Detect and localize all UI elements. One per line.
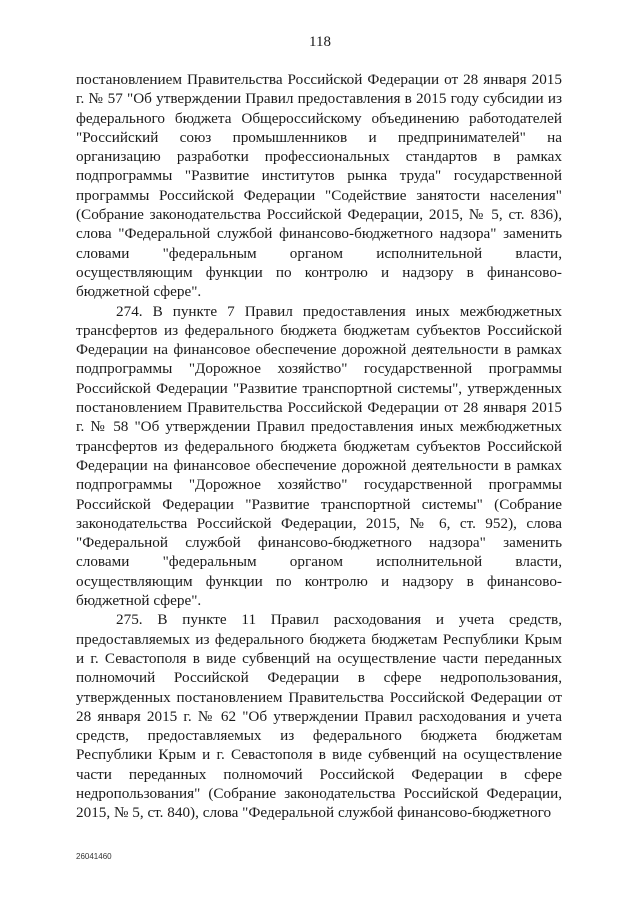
paragraph-continuation: постановлением Правительства Российской Федерации от 28 января 2015 г. № 57 "Об утверждении Правил предоставления в 2015 году субсидии из федерального бюджета Общероссийскому объединению работодателей "Российский союз промышленников и предпринимателей" на организацию разработки профессиональных стандартов в рамках подпрограммы "Развитие институтов рынка труда" государственной программы Российской Федерации "Содействие занятости населения" (Собрание законодательства Российской Федерации, 2015, № 5, ст. 836), слова "Федеральной службой финансово-бюджетного надзора" заменить словами "федеральным органом исполнительной власти, осуществляющим функции по контролю и надзору в финансово-бюджетной сфере". [76, 71, 562, 301]
page-number: 118 [309, 34, 331, 50]
paragraph-item-274: 274. В пункте 7 Правил предоставления иных межбюджетных трансфертов из федерального бюджета бюджетам субъектов Российской Федерации на финансовое обеспечение дорожной деятельности в рамках подпрограммы "Дорожное хозяйство" государственной программы Российской Федерации "Развитие транспортной системы", утвержденных постановлением Правительства Российской Федерации от 28 января 2015 г. № 58 "Об утверждении Правил предоставления иных межбюджетных трансфертов из федерального бюджета бюджетам субъектов Российской Федерации на финансовое обеспечение дорожной деятельности в рамках подпрограммы "Дорожное хозяйство" государственной программы Российской Федерации "Развитие транспортной системы" (Собрание законодательства Российской Федерации, 2015, № 6, ст. 952), слова "Федеральной службой финансово-бюджетного надзора" заменить словами "федеральным органом исполнительной власти, осуществляющим функции по контролю и надзору в финансово-бюджетной сфере". [76, 302, 562, 610]
document-code: 26041460 [76, 852, 112, 861]
paragraph-item-275: 275. В пункте 11 Правил расходования и учета средств, предоставляемых из федерального бюджета бюджетам Республики Крым и г. Севастополя в виде субвенций на осуществление части переданных полномочий Российской Федерации в сфере недропользования, утвержденных постановлением Правительства Российской Федерации от 28 января 2015 г. № 62 "Об утверждении Правил расходования и учета средств, предоставляемых из федерального бюджета бюджетам Республики Крым и г. Севастополя в виде субвенций на осуществление части переданных полномочий Российской Федерации в сфере недропользования" (Собрание законодательства Российской Федерации, 2015, № 5, ст. 840), слова "Федеральной службой финансово-бюджетного [76, 611, 562, 822]
document-body [76, 70, 562, 823]
